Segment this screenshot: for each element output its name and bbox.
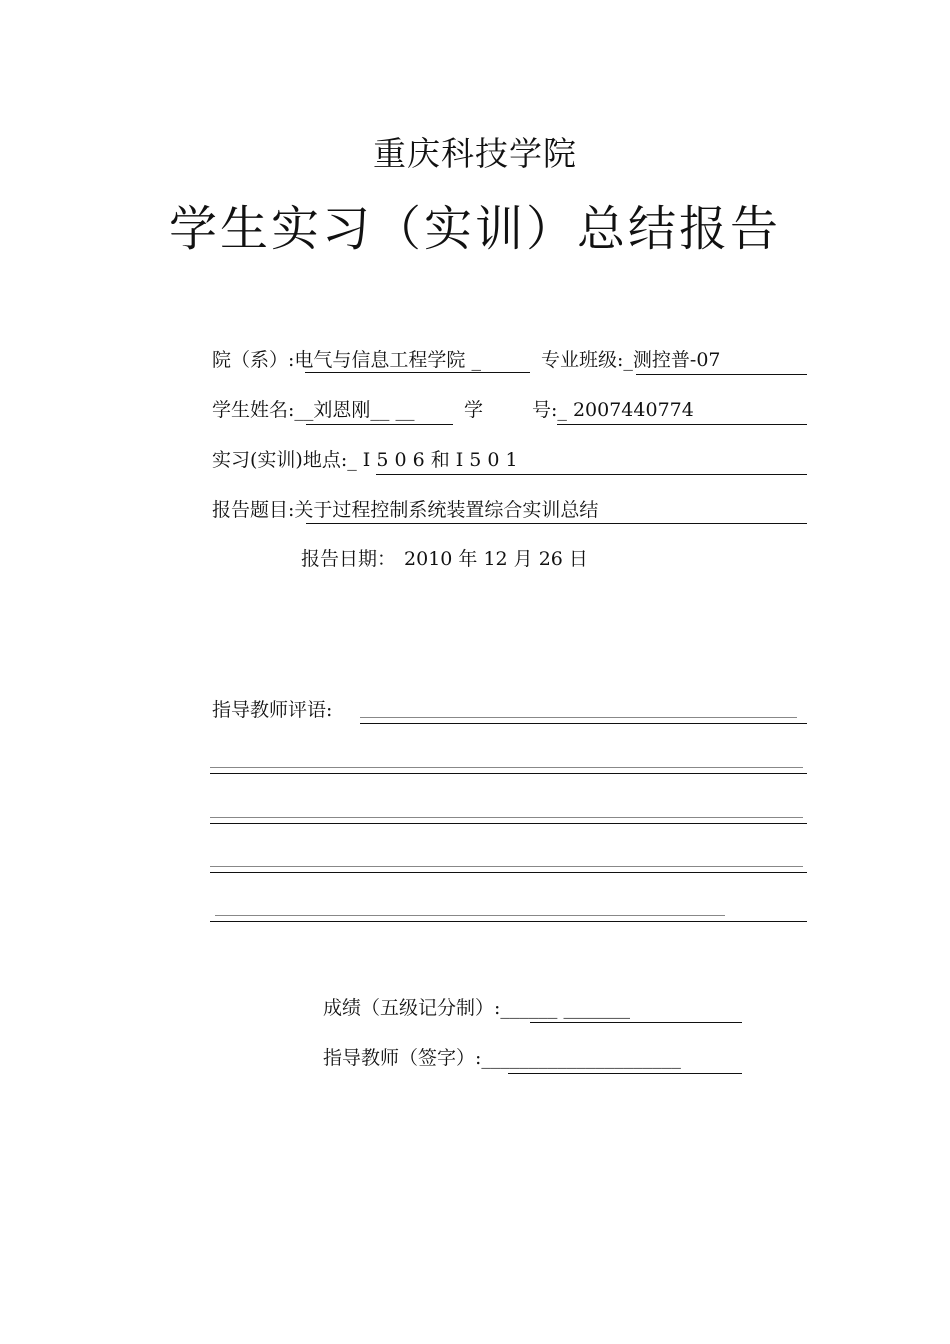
- department-row: [212, 347, 481, 373]
- id-label-1: 学: [464, 399, 484, 421]
- topic-underline: [306, 523, 807, 524]
- location-label: 实习(实训)地点:: [212, 449, 348, 471]
- signature-label: 指导教师（签字）:: [323, 1047, 482, 1069]
- name-row: [212, 397, 414, 423]
- comment-label: 指导教师评语:: [212, 699, 333, 721]
- grade-label: 成绩（五级记分制）:: [323, 997, 501, 1019]
- report-title: 学生实习（实训）总结报告: [168, 201, 781, 257]
- topic-row: [212, 497, 598, 523]
- comment-line-2-thin: [210, 767, 803, 768]
- school-name: 重庆科技学院: [373, 134, 577, 173]
- signature-row: [323, 1045, 681, 1071]
- department-label: 院（系）:: [212, 349, 295, 371]
- id-underline: [557, 424, 807, 425]
- location-underline: [376, 474, 807, 475]
- grade-row: [323, 995, 630, 1021]
- id-row: [532, 397, 694, 423]
- topic-label: 报告题目:: [212, 499, 295, 521]
- comment-line-2[interactable]: [210, 773, 807, 774]
- location-value[interactable]: _ I 5 0 6 和 I 5 0 1: [347, 449, 518, 471]
- date-row: [301, 546, 588, 572]
- id-label-2: 号:: [532, 399, 558, 421]
- name-underline: [306, 424, 453, 425]
- name-label: 学生姓名:: [212, 399, 295, 421]
- grade-value[interactable]: ______ _______: [500, 997, 630, 1019]
- class-label: 专业班级:: [541, 349, 624, 371]
- comment-line-1[interactable]: [360, 723, 807, 724]
- comment-line-5[interactable]: [210, 921, 807, 922]
- class-underline: [636, 374, 807, 375]
- topic-value[interactable]: 关于过程控制系统装置综合实训总结: [294, 499, 599, 521]
- comment-line-4[interactable]: [210, 872, 807, 873]
- id-value[interactable]: _ 2007440774: [557, 399, 694, 421]
- comment-line-3[interactable]: [210, 823, 807, 824]
- date-value[interactable]: 2010 年 12 月 26 日: [404, 548, 588, 570]
- grade-underline: [530, 1022, 742, 1023]
- department-value[interactable]: 电气与信息工程学院 _: [294, 349, 481, 371]
- signature-value[interactable]: _____________________: [481, 1047, 681, 1069]
- department-underline: [305, 372, 530, 373]
- date-label: 报告日期：: [301, 548, 397, 570]
- class-value[interactable]: _测控普-07: [623, 349, 721, 371]
- class-row: [541, 347, 721, 373]
- name-value[interactable]: __刘恩刚__ __: [294, 399, 415, 421]
- comment-line-3-thin: [210, 817, 803, 818]
- signature-underline: [508, 1073, 742, 1074]
- comment-line-1-thin: [360, 717, 797, 718]
- comment-line-4-thin: [210, 866, 803, 867]
- location-row: [212, 447, 518, 473]
- comment-line-5-thin: [215, 915, 725, 916]
